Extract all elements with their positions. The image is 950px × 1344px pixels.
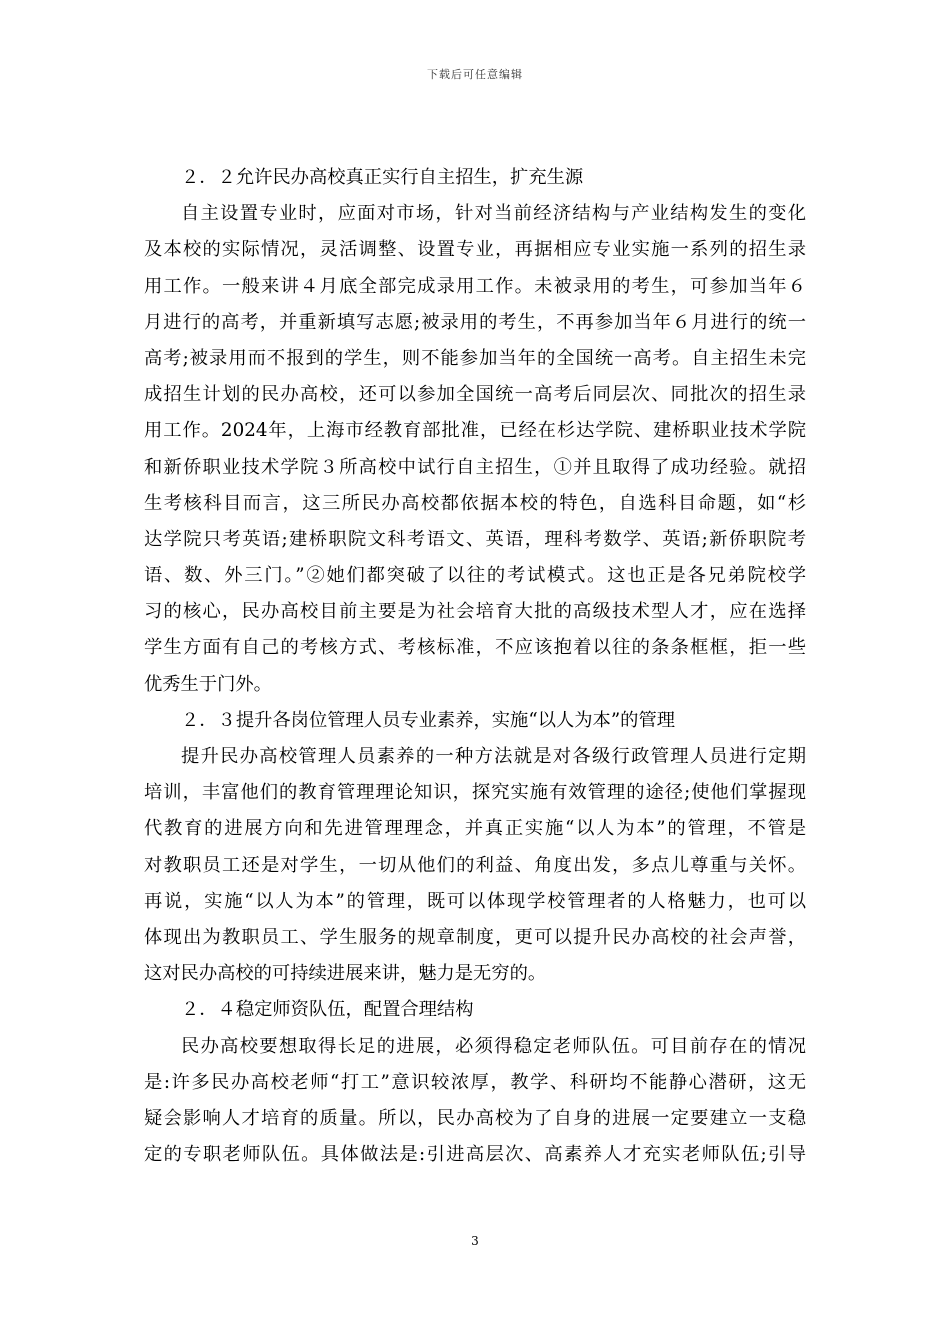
section-heading: ２．４稳定师资队伍，配置合理结构 [181,999,474,1021]
paragraph-line: 习的核心，民办高校目前主要是为社会培育大批的高级技术型人才，应在选择 [144,601,806,623]
paragraph-line: 民办高校要想取得长足的进展，必须得稳定老师队伍。可目前存在的情况 [181,1035,806,1057]
page-header: 下载后可任意编辑 [427,68,523,81]
section-heading: ２．２允许民办高校真正实行自主招生，扩充生源 [181,167,584,188]
paragraph-line: 达学院只考英语;建桥职院文科考语文、英语，理科考数学、英语;新侨职院考 [144,528,806,550]
paragraph-line: 高考;被录用而不报到的学生，则不能参加当年的全国统一高考。自主招生未完 [144,347,806,369]
paragraph-line: 成招生计划的民办高校，还可以参加全国统一高考后同层次、同批次的招生录 [144,384,806,406]
paragraph-line: 和新侨职业技术学院３所高校中试行自主招生，①并且取得了成功经验。就招 [144,456,806,478]
paragraph-line: 用工作。2024年，上海市经教育部批准，已经在杉达学院、建桥职业技术学院 [144,420,806,442]
paragraph-line: 再说，实施“以人为本”的管理，既可以体现学校管理者的人格魅力，也可以 [144,890,806,912]
paragraph-line: 学生方面有自己的考核方式、考核标准，不应该抱着以往的条条框框，拒一些 [144,637,806,659]
paragraph-line: 代教育的进展方向和先进管理理念，并真正实施“以人为本”的管理，不管是 [144,818,806,840]
paragraph-line: 定的专职老师队伍。具体做法是:引进高层次、高素养人才充实老师队伍;引导 [144,1144,806,1166]
section-heading: ２．３提升各岗位管理人员专业素养，实施“以人为本”的管理 [181,709,676,731]
paragraph-line: 自主设置专业时，应面对市场，针对当前经济结构与产业结构发生的变化 [181,203,806,225]
paragraph-line: 体现出为教职员工、学生服务的规章制度，更可以提升民办高校的社会声誉， [144,926,806,948]
paragraph-line: 对教职员工还是对学生，一切从他们的利益、角度出发，多点儿尊重与关怀。 [144,854,806,876]
paragraph-line: 提升民办高校管理人员素养的一种方法就是对各级行政管理人员进行定期 [181,746,806,767]
document-body [144,160,806,1173]
paragraph-line: 生考核科目而言，这三所民办高校都依据本校的特色，自选科目命题，如“杉 [144,492,806,514]
paragraph-line: 疑会影响人才培育的质量。所以，民办高校为了自身的进展一定要建立一支稳 [144,1107,806,1129]
paragraph-line: 优秀生于门外。 [144,673,272,695]
page-number: 3 [471,1234,479,1248]
paragraph-line: 培训，丰富他们的教育管理理论知识，探究实施有效管理的途径;使他们掌握现 [144,782,806,804]
paragraph-line: 月进行的高考，并重新填写志愿;被录用的考生，不再参加当年６月进行的统一 [144,311,806,333]
paragraph-line: 是:许多民办高校老师“打工”意识较浓厚，教学、科研均不能静心潜研，这无 [144,1071,806,1093]
paragraph-line: 这对民办高校的可持续进展来讲，魅力是无穷的。 [144,963,547,985]
paragraph-line: 语、数、外三门。”②她们都突破了以往的考试模式。这也正是各兄弟院校学 [144,565,806,587]
paragraph-line: 用工作。一般来讲４月底全部完成录用工作。未被录用的考生，可参加当年６ [144,275,806,297]
paragraph-line: 及本校的实际情况，灵活调整、设置专业，再据相应专业实施一系列的招生录 [144,239,806,261]
